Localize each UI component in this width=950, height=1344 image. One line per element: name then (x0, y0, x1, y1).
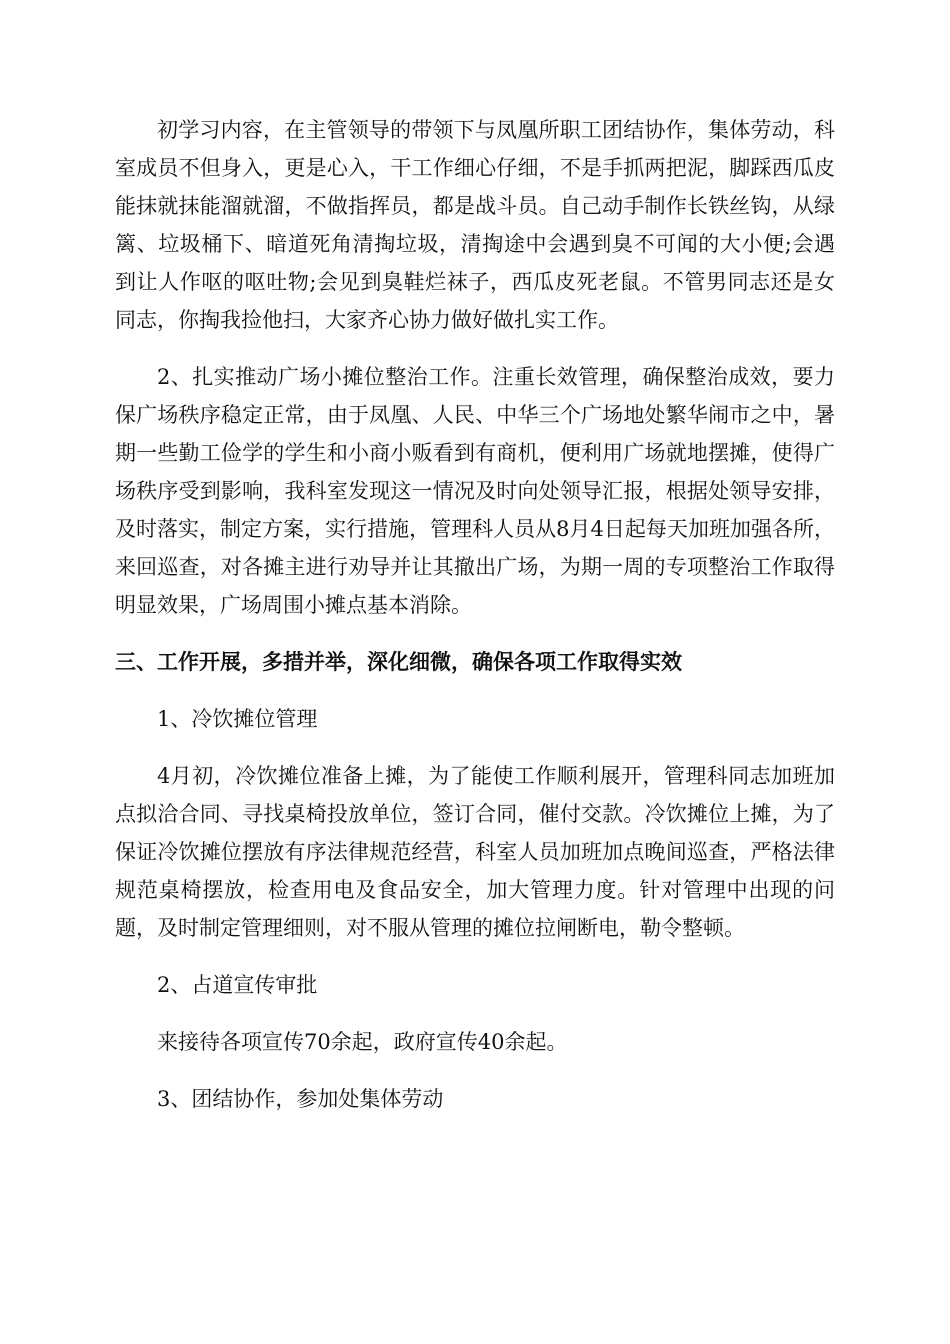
item-title-cold-drink-stall: 1、冷饮摊位管理 (157, 707, 318, 731)
paragraph-square-stall-rectification: 2、扎实推动广场小摊位整治工作。注重长效管理，确保整治成效，要力保广场秩序稳定正常，由于凤凰、人民、中华三个广场地处繁华闹市之中，暑期一些勤工俭学的学生和小商小贩看到有商机，便利用广场就地摆摊，使得广场秩序受到影响，我科室发现这一情况及时向处领导汇报，根据处领导安排，及时落实，制定方案，实行措施，管理科人员从8月4日起每天加班加强各所，来回巡查，对各摊主进行劝导并让其撤出广场，为期一周的专项整治工作取得明显效果，广场周围小摊点基本消除。 (115, 365, 835, 617)
paragraph-collective-labor: 初学习内容，在主管领导的带领下与凤凰所职工团结协作，集体劳动，科室成员不但身入，更是心入，干工作细心仔细，不是手抓两把泥，脚踩西瓜皮能抹就抹能溜就溜，不做指挥员，都是战斗员。自己动手制作长铁丝钩，从绿篱、垃圾桶下、暗道死角清掏垃圾，清掏途中会遇到臭不可闻的大小便;会遇到让人作呕的呕吐物;会见到臭鞋烂袜子，西瓜皮死老鼠。不管男同志还是女同志，你掏我捡他扫，大家齐心协力做好做扎实工作。 (115, 118, 835, 332)
paragraph-gap (115, 624, 835, 643)
paragraph-gap (115, 1004, 835, 1023)
section-heading: 三、工作开展，多措并举，深化细微，确保各项工作取得实效 (115, 650, 682, 674)
paragraph-gap (115, 1061, 835, 1080)
item-body-cold-drink-stall: 4月初，冷饮摊位准备上摊，为了能使工作顺利展开，管理科同志加班加点拟洽合同、寻找桌椅投放单位，签订合同，催付交款。冷饮摊位上摊，为了保证冷饮摊位摆放有序法律规范经营，科室人员加班加点晚间巡查，严格法律规范桌椅摆放，检查用电及食品安全，加大管理力度。针对管理中出现的问题，及时制定管理细则，对不服从管理的摊位拉闸断电，勒令整顿。 (115, 764, 835, 940)
item-body-road-publicity-approval: 来接待各项宣传70余起，政府宣传40余起。 (157, 1030, 568, 1054)
paragraph-gap (115, 947, 835, 966)
paragraph-gap (115, 738, 835, 757)
item-title-road-publicity-approval: 2、占道宣传审批 (157, 973, 318, 997)
paragraph-gap (115, 681, 835, 700)
paragraph-gap (115, 339, 835, 358)
item-title-collective-labor: 3、团结协作，参加处集体劳动 (157, 1087, 444, 1111)
